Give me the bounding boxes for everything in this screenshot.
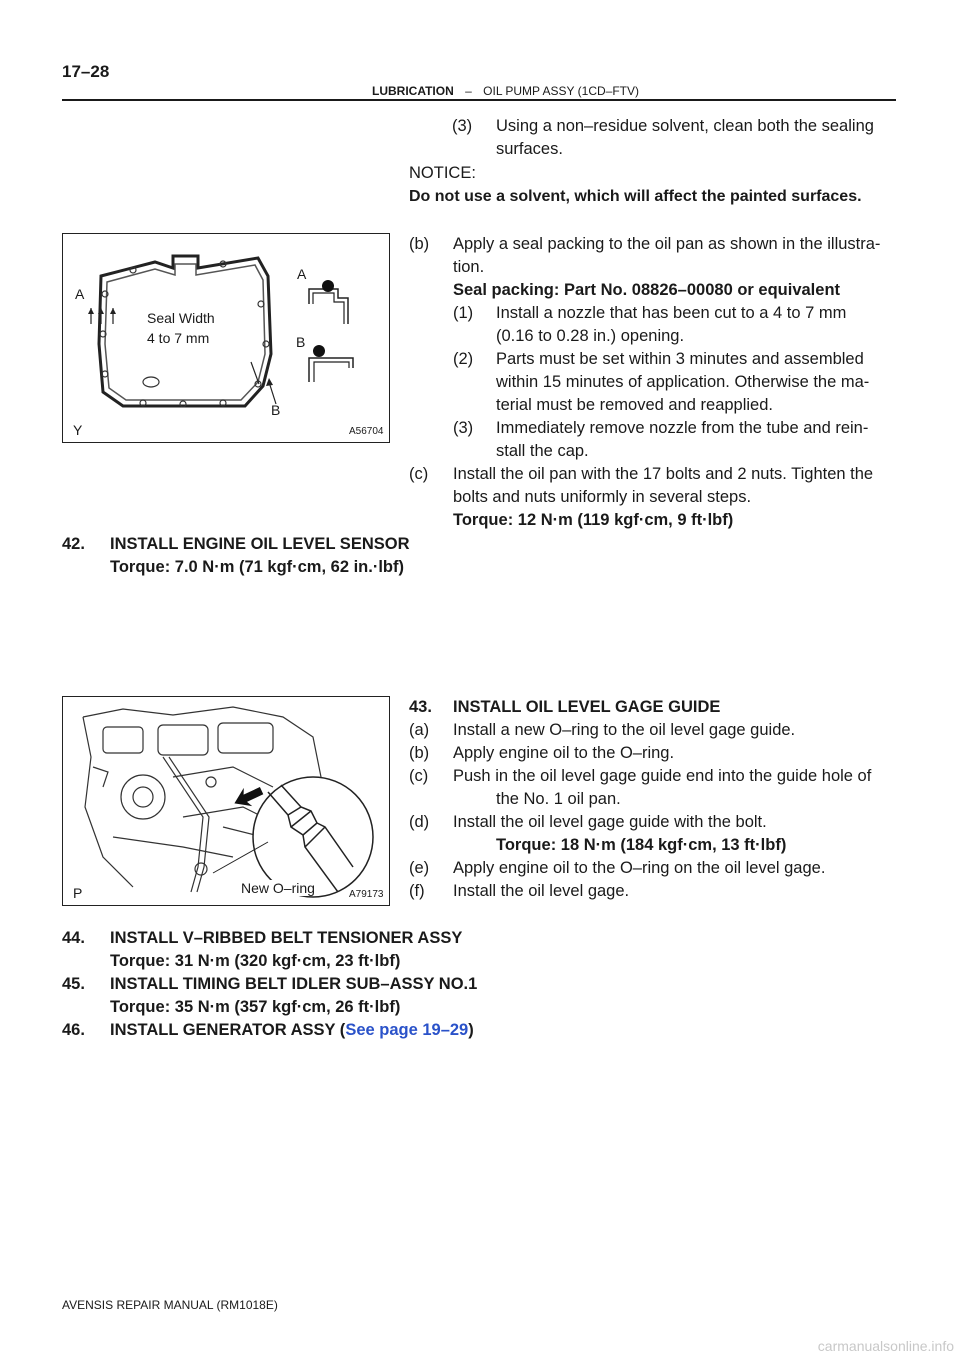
step-46-title-text: INSTALL GENERATOR ASSY ( [110,1021,346,1039]
oil-gage-guide-figure [62,696,390,906]
step-44-title: INSTALL V–RIBBED BELT TENSIONER ASSY [110,929,463,947]
header-section: LUBRICATION [372,84,454,98]
oil-pan-seal-figure [62,233,390,443]
step-43-num: 43. [409,698,432,716]
step-44-num: 44. [62,929,85,947]
step-b-line1: Apply a seal packing to the oil pan as shown in the illustra- [453,235,881,253]
step-3-line2: surfaces. [496,140,563,158]
step-45-torque: Torque: 35 N·m (357 kgf·cm, 26 ft·lbf) [110,998,401,1016]
figure-code: A56704 [349,426,384,437]
step-43e-text: Apply engine oil to the O–ring on the oil level gage. [453,859,826,877]
step-43a-num: (a) [409,721,430,739]
step-43b-text: Apply engine oil to the O–ring. [453,744,675,762]
header-separator: – [465,84,472,98]
step-b2-line1: Parts must be set within 3 minutes and assembled [496,350,864,368]
step-b3-line2: stall the cap. [496,442,589,460]
step-43f-num: (f) [409,882,425,900]
step-b1-num: (1) [453,304,474,322]
step-43c-num: (c) [409,767,429,785]
step-b2-num: (2) [453,350,474,368]
step-c-torque: Torque: 12 N·m (119 kgf·cm, 9 ft·lbf) [453,511,734,529]
step-b-line2: tion. [453,258,485,276]
step-b3-num: (3) [453,419,474,437]
step-43-title: INSTALL OIL LEVEL GAGE GUIDE [453,698,721,716]
step-46-title-close: ) [468,1021,474,1039]
step-45-title: INSTALL TIMING BELT IDLER SUB–ASSY NO.1 [110,975,478,993]
step-46-num: 46. [62,1021,85,1039]
label-b-right: B [296,334,306,350]
header-rule [62,99,896,101]
step-3-line1: Using a non–residue solvent, clean both the sealing [496,117,874,135]
step-c-line2: bolts and nuts uniformly in several steps. [453,488,752,506]
step-43d-num: (d) [409,813,430,831]
step-c-line1: Install the oil pan with the 17 bolts and 2 nuts. Tighten the [453,465,874,483]
step-b3-line1: Immediately remove nozzle from the tube and rein- [496,419,869,437]
step-42-title: INSTALL ENGINE OIL LEVEL SENSOR [110,535,410,553]
figure-corner-mark: Y [73,422,83,438]
step-43b-num: (b) [409,744,430,762]
step-43c-line2: the No. 1 oil pan. [496,790,621,808]
page-header [372,84,639,98]
step-3-num: (3) [452,117,473,135]
step-45-num: 45. [62,975,85,993]
header-subsection: OIL PUMP ASSY (1CD–FTV) [483,84,639,98]
step-43f-text: Install the oil level gage. [453,882,630,900]
step-b1-line1: Install a nozzle that has been cut to a 4 to 7 mm [496,304,847,322]
step-b1-line2: (0.16 to 0.28 in.) opening. [496,327,685,345]
seal-width-label: Seal Width [147,310,215,326]
see-page-link[interactable]: See page 19–29 [345,1021,469,1039]
label-a-left: A [75,286,85,302]
step-46-title [110,1019,474,1042]
step-44-torque: Torque: 31 N·m (320 kgf·cm, 23 ft·lbf) [110,952,401,970]
seal-packing-spec: Seal packing: Part No. 08826–00080 or equivalent [453,281,841,299]
step-42-torque: Torque: 7.0 N·m (71 kgf·cm, 62 in.·lbf) [110,558,404,576]
notice-text: Do not use a solvent, which will affect the painted surfaces. [409,188,862,205]
notice-label: NOTICE: [409,164,476,182]
step-b2-line3: terial must be removed and reapplied. [496,396,773,414]
oil-pan-illustration [63,234,389,442]
page-number: 17–28 [62,62,110,81]
figure2-corner-mark: P [73,885,83,901]
manual-footer: AVENSIS REPAIR MANUAL (RM1018E) [62,1298,278,1312]
engine-illustration [63,697,389,905]
label-b-bottom: B [271,402,281,418]
step-43a-text: Install a new O–ring to the oil level gage guide. [453,721,796,739]
step-42-num: 42. [62,535,85,553]
step-43c-line1: Push in the oil level gage guide end into the guide hole of [453,767,872,785]
step-43d-text: Install the oil level gage guide with the bolt. [453,813,767,831]
figure2-code: A79173 [349,889,384,900]
step-43d-torque: Torque: 18 N·m (184 kgf·cm, 13 ft·lbf) [496,836,787,854]
step-c-num: (c) [409,465,429,483]
seal-range-label: 4 to 7 mm [147,330,210,346]
step-43e-num: (e) [409,859,430,877]
step-b-num: (b) [409,235,430,253]
label-a-right: A [297,266,307,282]
new-o-ring-label: New O–ring [241,880,315,896]
site-watermark: carmanualsonline.info [817,1338,954,1354]
step-b2-line2: within 15 minutes of application. Otherwise the ma- [496,373,870,391]
